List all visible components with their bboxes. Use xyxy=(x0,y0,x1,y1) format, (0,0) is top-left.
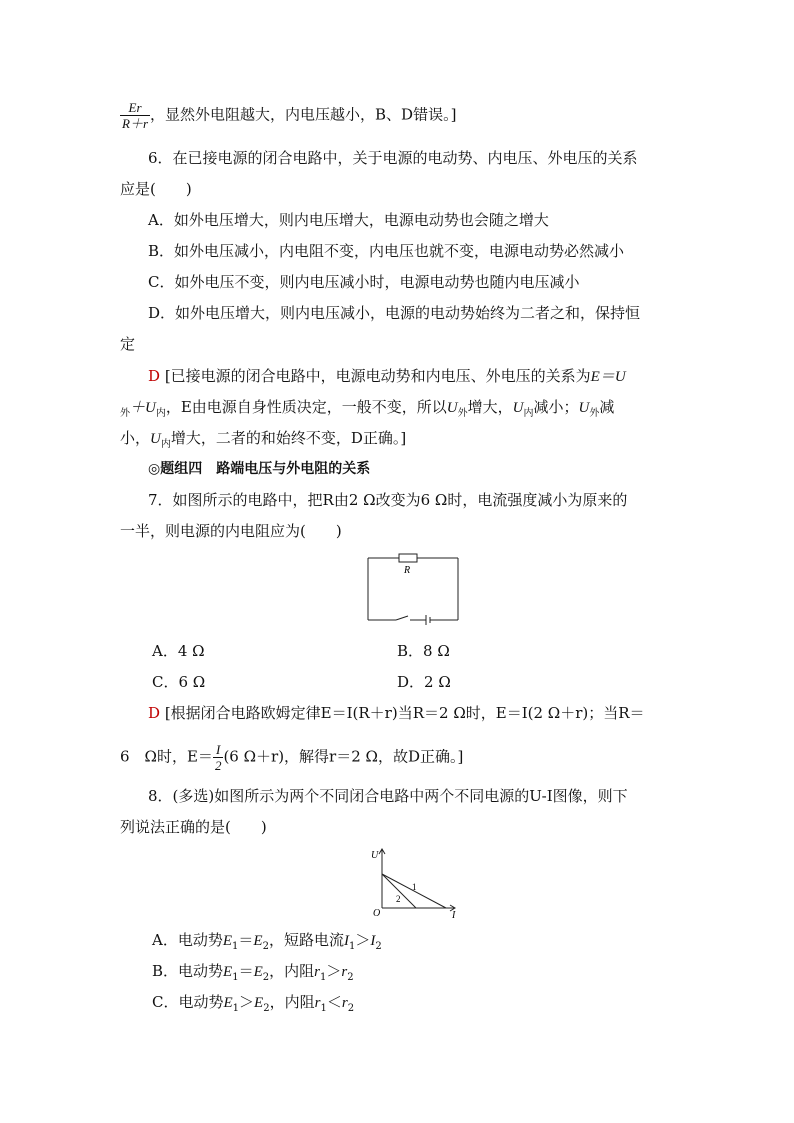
opt-text: ，内阻 xyxy=(269,993,315,1011)
q8-stem-line1: 8．(多选)如图所示为两个不同闭合电路中两个不同电源的U-I图像，则下 xyxy=(148,787,628,805)
fraction xyxy=(213,742,224,773)
opt-var: E xyxy=(253,964,263,980)
q6-exp-text: [已接电源的闭合电路中，电源电动势和内电压、外电压的关系为 xyxy=(164,367,591,385)
q7-explanation-line1 xyxy=(148,703,645,723)
subscript: 内 xyxy=(160,439,171,450)
q7-answer: D xyxy=(148,704,161,722)
opt-text: ＝ xyxy=(238,962,254,980)
subscript: 外 xyxy=(120,408,130,419)
opt-text: ＞ xyxy=(239,993,255,1011)
q6-stem-line2: 应是( ) xyxy=(120,180,192,198)
q6-explanation-line1 xyxy=(148,366,626,387)
q7-stem-line1: 7．如图所示的电路中，把R由2 Ω改变为6 Ω时，电流强度减小为原来的 xyxy=(148,491,628,509)
opt-var: E xyxy=(253,933,263,949)
opt-var: E xyxy=(223,995,233,1011)
ui-graph xyxy=(366,846,462,920)
q6-exp-var: U xyxy=(512,400,524,416)
resistor-label: R xyxy=(404,565,411,576)
fraction-numerator: I xyxy=(213,742,224,758)
group4-heading: ◎题组四 路端电压与外电阻的关系 xyxy=(148,461,371,477)
q6-exp-text: 小， xyxy=(120,429,151,447)
subscript: 2 xyxy=(347,1003,355,1014)
opt-text: ＞ xyxy=(326,962,342,980)
subscript: 2 xyxy=(262,972,270,983)
q6-option-a: A．如外电压增大，则内电压增大，电源电动势也会随之增大 xyxy=(148,211,549,229)
q7-exp-text: (6 Ω＋r)，解得r＝2 Ω，故D正确。] xyxy=(223,747,464,766)
q6-exp-text: 减小； xyxy=(533,398,579,416)
prev-explanation-tail xyxy=(120,100,456,131)
q6-explanation-line3 xyxy=(120,428,406,451)
q7-explanation-line2 xyxy=(120,742,463,773)
prev-explanation-text: ，显然外电阻越大，内电压越小，B、D错误。] xyxy=(150,105,457,124)
subscript: 2 xyxy=(347,972,354,983)
opt-text: B．电动势 xyxy=(152,962,224,980)
subscript: 2 xyxy=(262,941,269,952)
subscript: 1 xyxy=(232,972,239,983)
subscript: 外 xyxy=(589,408,600,419)
q7-exp-text: 6 Ω时，E＝ xyxy=(120,747,213,766)
subscript: 1 xyxy=(320,972,327,983)
q6-stem-line1: 6．在已接电源的闭合电路中，关于电源的电动势、内电压、外电压的关系 xyxy=(148,149,638,167)
fraction xyxy=(120,100,150,131)
opt-var: r xyxy=(341,964,348,980)
resistor xyxy=(399,554,417,562)
subscript: 外 xyxy=(457,408,468,419)
fraction-denominator: 2 xyxy=(214,758,222,773)
q8-option-b xyxy=(152,961,354,984)
opt-var: I xyxy=(370,933,376,949)
opt-text: A．电动势 xyxy=(152,931,223,949)
opt-text: C．电动势 xyxy=(152,993,224,1011)
opt-var: r xyxy=(314,964,320,980)
q6-exp-var: U xyxy=(578,400,590,416)
q7-option-c: C．6 Ω xyxy=(152,673,206,691)
opt-var: r xyxy=(341,995,348,1011)
line2-label: 2 xyxy=(396,894,401,904)
opt-var: E xyxy=(223,964,233,980)
opt-var: I xyxy=(343,933,349,949)
opt-var: E xyxy=(222,933,233,949)
opt-var: E xyxy=(254,995,264,1011)
subscript: 内 xyxy=(523,408,534,419)
q8-option-c xyxy=(152,992,354,1015)
subscript: 内 xyxy=(155,408,166,419)
switch xyxy=(396,616,408,620)
q6-option-d: D．如外电压增大，则内电压减小，电源的电动势始终为二者之和，保持恒 xyxy=(148,304,641,322)
q6-explanation-line2 xyxy=(120,397,614,420)
fraction-denominator: R＋r xyxy=(122,116,149,131)
opt-text: ＜ xyxy=(326,993,342,1011)
q7-option-b: B．8 Ω xyxy=(397,642,450,660)
subscript: 1 xyxy=(320,1003,327,1014)
q6-exp-var: U xyxy=(150,431,161,447)
axis-u-label: U xyxy=(371,850,379,861)
q6-exp-text: 减 xyxy=(599,398,615,416)
q6-option-b: B．如外电压减小，内电阻不变，内电压也就不变，电源电动势必然减小 xyxy=(148,242,625,260)
line1-label: 1 xyxy=(412,882,417,892)
q6-exp-text: 增大， xyxy=(467,398,513,416)
opt-text: ＝ xyxy=(238,931,254,949)
subscript: 1 xyxy=(232,1003,240,1014)
axis-i-label: I xyxy=(452,910,456,920)
q6-exp-var: ＋U xyxy=(130,400,156,416)
q6-exp-var: U xyxy=(446,400,458,416)
subscript: 2 xyxy=(375,941,382,952)
q7-option-d: D．2 Ω xyxy=(397,673,451,691)
q6-exp-formula: E＝U xyxy=(590,369,626,385)
opt-text: ＞ xyxy=(355,931,371,949)
q8-stem-line2: 列说法正确的是( ) xyxy=(120,818,267,836)
subscript: 1 xyxy=(348,941,356,952)
q6-exp-text: ，E由电源自身性质决定，一般不变，所以 xyxy=(165,398,447,416)
q6-option-d-cont: 定 xyxy=(120,335,136,353)
q7-exp-text: [根据闭合电路欧姆定律E＝I(R＋r)当R＝2 Ω时，E＝I(2 Ω＋r)；当R＝ xyxy=(164,704,645,722)
q6-answer: D xyxy=(148,367,161,385)
q7-stem-line2: 一半，则电源的内电阻应为( ) xyxy=(120,522,342,540)
subscript: 1 xyxy=(232,941,239,952)
q6-exp-text: 增大，二者的和始终不变，D正确。] xyxy=(170,429,407,447)
opt-text: ，短路电流 xyxy=(268,931,344,949)
opt-text: ，内阻 xyxy=(269,962,315,980)
opt-var: r xyxy=(314,995,321,1011)
origin-label: O xyxy=(373,908,381,919)
subscript: 2 xyxy=(263,1003,270,1014)
fraction-numerator: Er xyxy=(120,100,150,116)
q7-option-a: A．4 Ω xyxy=(152,642,205,660)
q8-option-a xyxy=(152,930,382,953)
circuit-diagram xyxy=(360,548,464,628)
q6-option-c: C．如外电压不变，则内电压减小时，电源电动势也随内电压减小 xyxy=(148,273,580,291)
